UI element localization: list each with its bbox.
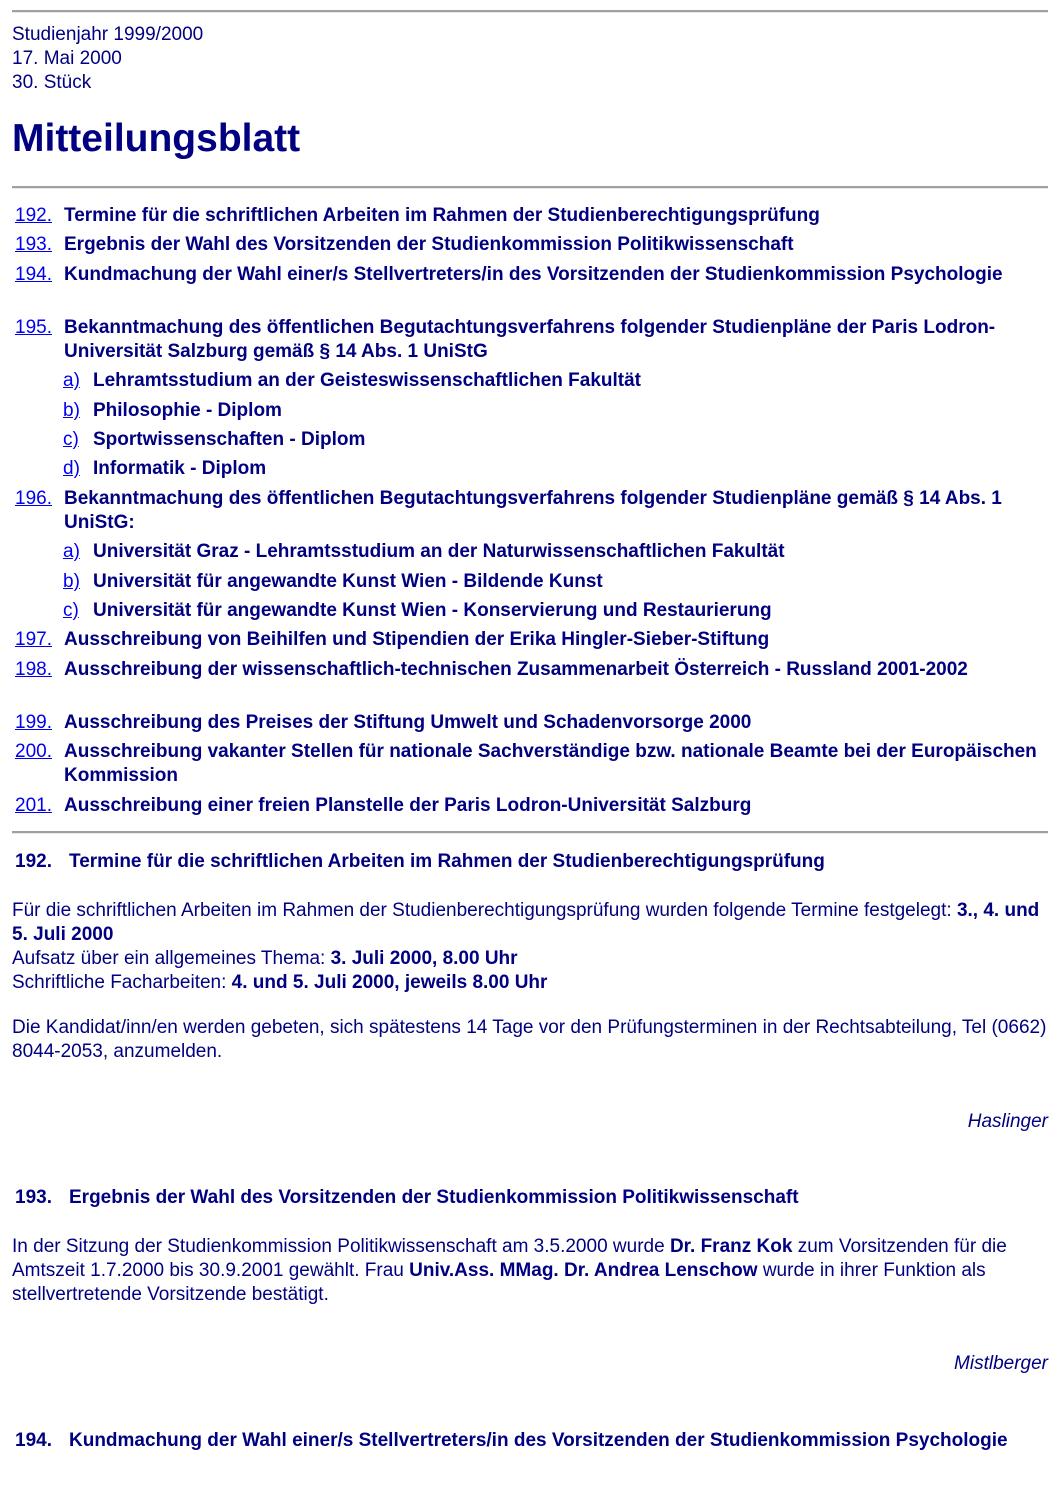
section-193-body	[12, 1235, 1052, 1307]
toc-link-196[interactable]: 196.	[15, 488, 52, 509]
toc-text-201: Ausschreibung einer freien Planstelle der Paris Lodron-Universität Salzburg	[64, 795, 752, 816]
toc-text-193: Ergebnis der Wahl des Vorsitzenden der Studienkommission Politikwissenschaft	[64, 234, 794, 255]
s192-fach-date: 4. und 5. Juli 2000, jeweils 8.00 Uhr	[231, 972, 548, 993]
toc-text-196c: Universität für angewandte Kunst Wien - Konservierung und Restaurierung	[93, 600, 772, 621]
page-title: Mitteilungsblatt	[12, 117, 301, 160]
section-192-title: Termine für die schriftlichen Arbeiten im Rahmen der Studienberechtigungsprüfung	[69, 851, 825, 872]
toc-link-195c[interactable]: c)	[63, 429, 79, 450]
toc-link-200[interactable]: 200.	[15, 741, 52, 762]
toc-text-195a: Lehramtsstudium an der Geisteswissenschaftlichen Fakultät	[93, 370, 641, 391]
toc-text-198: Ausschreibung der wissenschaftlich-technischen Zusammenarbeit Österreich - Russland 2001-2002	[64, 659, 968, 680]
section-194-title: Kundmachung der Wahl einer/s Stellvertreters/in des Vorsitzenden der Studienkommission Psychologie	[69, 1430, 1008, 1451]
toc-link-192[interactable]: 192.	[15, 205, 52, 226]
toc-link-198[interactable]: 198.	[15, 659, 52, 680]
s193-chair-name: Dr. Franz Kok	[669, 1236, 793, 1257]
s192-text-a: Für die schriftlichen Arbeiten im Rahmen der Studienberechtigungsprüfung wurden folgende Termine festgelegt:	[12, 900, 957, 921]
section-192-number: 192.	[15, 851, 52, 872]
toc-text-195: Bekanntmachung des öffentlichen Begutachtungsverfahrens folgender Studienpläne der Paris Lodron-Universität Salzburg gemäß § 14 Abs. 1 UniStG	[64, 317, 996, 362]
toc-link-193[interactable]: 193.	[15, 234, 52, 255]
toc-link-196b[interactable]: b)	[63, 571, 80, 592]
toc-link-195a[interactable]: a)	[63, 370, 80, 391]
studienjahr: Studienjahr 1999/2000	[12, 24, 204, 45]
toc-link-195[interactable]: 195.	[15, 317, 52, 338]
issue-number: 30. Stück	[12, 72, 92, 93]
toc-link-195b[interactable]: b)	[63, 400, 80, 421]
toc-link-197[interactable]: 197.	[15, 629, 52, 650]
toc-text-195c: Sportwissenschaften - Diplom	[93, 429, 366, 450]
s193-text-a: In der Sitzung der Studienkommission Politikwissenschaft am 3.5.2000 wurde	[12, 1236, 670, 1257]
toc-text-196: Bekanntmachung des öffentlichen Begutachtungsverfahrens folgender Studienpläne gemäß § 14 Abs. 1 UniStG:	[64, 488, 1002, 533]
table-of-contents	[15, 204, 1048, 820]
s192-text-e: Schriftliche Facharbeiten:	[12, 972, 232, 993]
section-192-registration: Die Kandidat/inn/en werden gebeten, sich spätestens 14 Tage vor den Prüfungsterminen in der Rechtsabteilung, Tel (0662) 8044-2053, anzumelden.	[12, 1017, 1047, 1062]
s192-dates: 3., 4. und 5. Juli 2000	[12, 900, 1040, 945]
toc-link-201[interactable]: 201.	[15, 795, 52, 816]
s193-deputy-name: Univ.Ass. MMag. Dr. Andrea Lenschow	[409, 1260, 758, 1281]
top-rule	[12, 10, 1048, 13]
s193-text-e: wurde in ihrer Funktion als stellvertretende Vorsitzende bestätigt.	[12, 1260, 986, 1305]
s192-text-c: Aufsatz über ein allgemeines Thema:	[12, 948, 331, 969]
section-192-body	[12, 899, 1052, 995]
section-193-number: 193.	[15, 1187, 52, 1208]
issue-date: 17. Mai 2000	[12, 48, 122, 69]
section-192-signature: Haslinger	[967, 1111, 1048, 1132]
toc-text-199: Ausschreibung des Preises der Stiftung Umwelt und Schadenvorsorge 2000	[64, 712, 752, 733]
toc-link-196c[interactable]: c)	[63, 600, 79, 621]
toc-link-194[interactable]: 194.	[15, 264, 52, 285]
toc-text-194: Kundmachung der Wahl einer/s Stellvertreters/in des Vorsitzenden der Studienkommission Psychologie	[64, 264, 1003, 285]
toc-link-196a[interactable]: a)	[63, 541, 80, 562]
section-193-title: Ergebnis der Wahl des Vorsitzenden der Studienkommission Politikwissenschaft	[69, 1187, 799, 1208]
title-rule	[12, 186, 1048, 189]
toc-text-197: Ausschreibung von Beihilfen und Stipendien der Erika Hingler-Sieber-Stiftung	[64, 629, 770, 650]
toc-text-195b: Philosophie - Diplom	[93, 400, 282, 421]
section-193-signature: Mistlberger	[954, 1353, 1048, 1374]
section-194-number: 194.	[15, 1430, 52, 1451]
s193-text-c: zum Vorsitzenden für die Amtszeit 1.7.2000 bis 30.9.2001 gewählt. Frau	[12, 1236, 1007, 1281]
toc-rule	[12, 831, 1048, 834]
toc-text-196a: Universität Graz - Lehramtsstudium an der Naturwissenschaftlichen Fakultät	[93, 541, 785, 562]
toc-text-196b: Universität für angewandte Kunst Wien - Bildende Kunst	[93, 571, 603, 592]
toc-link-199[interactable]: 199.	[15, 712, 52, 733]
toc-link-195d[interactable]: d)	[63, 458, 80, 479]
toc-text-192: Termine für die schriftlichen Arbeiten im Rahmen der Studienberechtigungsprüfung	[64, 205, 820, 226]
s192-aufsatz-date: 3. Juli 2000, 8.00 Uhr	[330, 948, 518, 969]
toc-text-195d: Informatik - Diplom	[93, 458, 267, 479]
toc-text-200: Ausschreibung vakanter Stellen für nationale Sachverständige bzw. nationale Beamte bei der Europäischen Kommission	[64, 741, 1037, 786]
